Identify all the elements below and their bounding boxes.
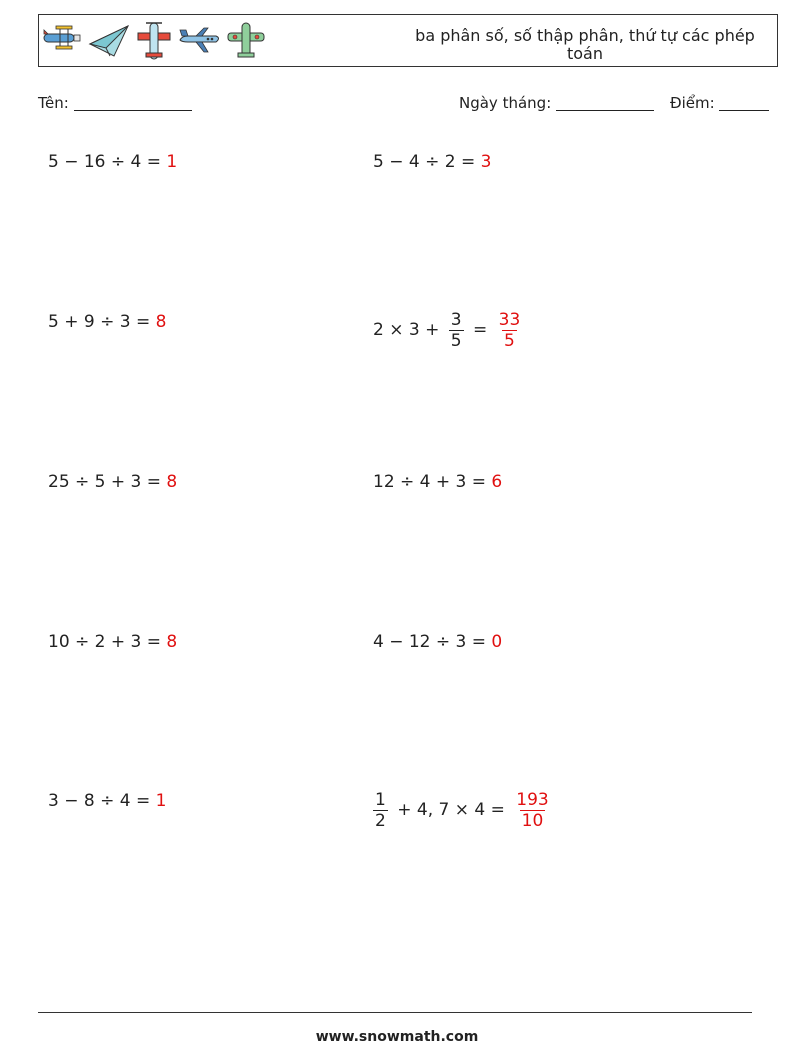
problem-expression: 5 − 16 ÷ 4 =	[48, 152, 167, 172]
problem-2	[373, 137, 491, 187]
problem-expression-tail: =	[467, 320, 493, 340]
problem-expression: 12 ÷ 4 + 3 =	[373, 472, 492, 492]
paper-plane-icon	[88, 22, 130, 60]
name-field	[38, 94, 192, 112]
date-field	[459, 94, 654, 112]
problem-1	[48, 137, 177, 187]
problem-answer: 1	[155, 791, 167, 811]
worksheet-title: ba phân số, số thập phân, thứ tự các phép toán	[415, 26, 755, 63]
problem-9	[48, 776, 166, 826]
green-plane-icon	[226, 21, 266, 61]
problem-fraction	[449, 310, 464, 351]
problem-answer: 3	[480, 152, 492, 172]
score-blank[interactable]	[719, 94, 769, 111]
problem-4	[373, 305, 526, 355]
problem-expression: 25 ÷ 5 + 3 =	[48, 472, 167, 492]
problem-answer: 8	[166, 632, 178, 652]
fraction-numerator: 1	[375, 789, 386, 810]
biplane-icon	[42, 22, 84, 60]
score-label: Điểm:	[670, 94, 715, 112]
problem-3	[48, 297, 166, 347]
problem-answer: 0	[491, 632, 503, 652]
problem-expression: 2 × 3 +	[373, 320, 445, 340]
problem-answer: 8	[155, 312, 167, 332]
footer-divider	[38, 1012, 752, 1013]
answer-fraction	[497, 310, 523, 351]
fraction-denominator: 2	[375, 810, 386, 831]
problem-expression: 5 − 4 ÷ 2 =	[373, 152, 481, 172]
problem-answer: 1	[166, 152, 178, 172]
problem-fraction	[373, 790, 388, 831]
problem-expression: 5 + 9 ÷ 3 =	[48, 312, 156, 332]
answer-fraction	[514, 790, 550, 831]
problem-6	[373, 457, 502, 507]
answer-numerator: 33	[498, 309, 521, 330]
problem-expression: 3 − 8 ÷ 4 =	[48, 791, 156, 811]
date-label: Ngày tháng:	[459, 94, 552, 112]
fraction-denominator: 5	[450, 330, 462, 351]
date-blank[interactable]	[556, 94, 654, 111]
jet-plane-icon	[178, 22, 222, 60]
footer-url[interactable]: www.snowmath.com	[315, 1029, 479, 1045]
header-box	[38, 14, 778, 67]
problem-expression: 10 ÷ 2 + 3 =	[48, 632, 167, 652]
propeller-plane-icon	[134, 21, 174, 61]
score-field	[670, 94, 769, 112]
problem-answer: 8	[166, 472, 178, 492]
problem-expression-tail: + 4, 7 × 4 =	[391, 800, 511, 820]
problem-7	[48, 617, 177, 667]
problem-10	[369, 785, 555, 835]
problem-answer: 6	[491, 472, 503, 492]
answer-denominator: 10	[521, 810, 544, 831]
header-icons	[42, 21, 266, 61]
answer-numerator: 193	[516, 789, 549, 810]
name-blank[interactable]	[74, 94, 192, 111]
problem-expression: 4 − 12 ÷ 3 =	[373, 632, 492, 652]
problem-5	[48, 457, 177, 507]
problem-8	[373, 617, 502, 667]
name-label: Tên:	[38, 94, 69, 112]
answer-denominator: 5	[504, 330, 515, 351]
fraction-numerator: 3	[450, 309, 462, 330]
